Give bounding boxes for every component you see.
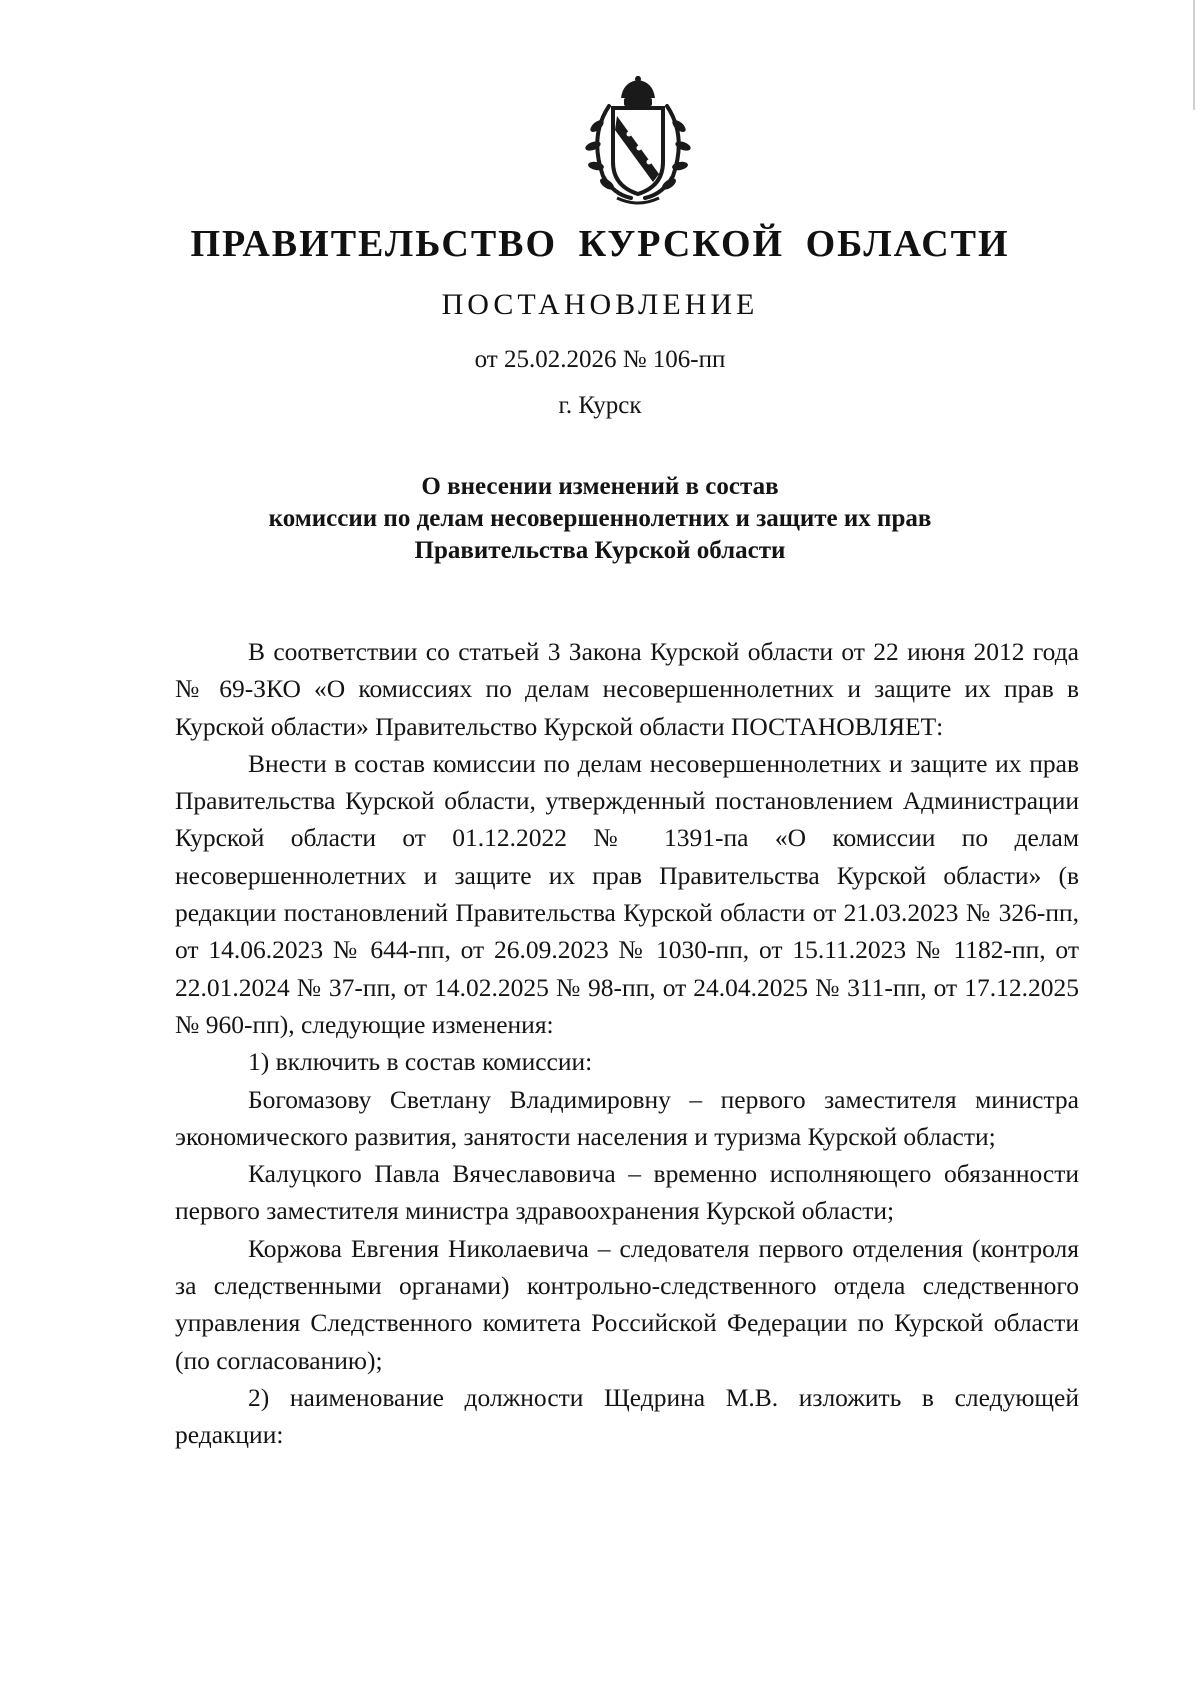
document-city: г. Курск: [558, 392, 642, 419]
document-body: [175, 633, 1079, 1454]
organization-name: ПРАВИТЕЛЬСТВО КУРСКОЙ ОБЛАСТИ: [190, 223, 1010, 265]
title-line: Правительства Курской области: [414, 537, 786, 564]
body-paragraph: 2) наименование должности Щедрина М.В. изложить в следующей редакции:: [175, 1382, 1079, 1450]
coat-of-arms-icon: [569, 76, 707, 208]
body-paragraph: 1) включить в состав комиссии:: [248, 1047, 593, 1077]
document-title: [150, 471, 1050, 567]
body-paragraph: Богомазову Светлану Владимировну – первого заместителя министра экономического развития, занятости населения и туризма Курской области;: [175, 1084, 1079, 1151]
body-paragraph: Калуцкого Павла Вячеславовича – временно исполняющего обязанности первого заместителя министра здравоохранения Курской области;: [175, 1159, 1079, 1226]
document-number: от 25.02.2026 № 106-пп: [474, 346, 726, 373]
document-type: ПОСТАНОВЛЕНИЕ: [441, 288, 759, 321]
body-paragraph: Коржова Евгения Николаевича – следователя первого отделения (контроля за следственными органами) контрольно-следственного отдела следственного управления Следственного комитета Российской Федерации по Курской области (по согласованию);: [175, 1233, 1079, 1375]
title-line: комиссии по делам несовершеннолетних и защите их прав: [268, 505, 932, 532]
body-paragraph: В соответствии со статьей 3 Закона Курской области от 22 июня 2012 года № 69-ЗКО «О комиссиях по делам несовершеннолетних и защите их прав в Курской области» Правительство Курской области ПОСТАНОВЛЯЕТ:: [175, 637, 1079, 741]
body-paragraph: Внести в состав комиссии по делам несовершеннолетних и защите их прав Правительства Курской области, утвержденный постановлением Администрации Курской области от 01.12.2022 № 1391-па «О комиссии по делам несовершеннолетних и защите их прав Правительства Курской области» (в редакции постановлений Правительства Курской области от 21.03.2023 № 326-пп, от 14.06.2023 № 644-пп, от 26.09.2023 № 1030-пп, от 15.11.2023 № 1182-пп, от 22.01.2024 № 37-пп, от 14.02.2025 № 98-пп, от 24.04.2025 № 311-пп, от 17.12.2025 № 960-пп), следующие изменения:: [175, 748, 1079, 1039]
scan-edge-line: [1193, 0, 1195, 110]
title-line: О внесении изменений в состав: [421, 473, 779, 500]
